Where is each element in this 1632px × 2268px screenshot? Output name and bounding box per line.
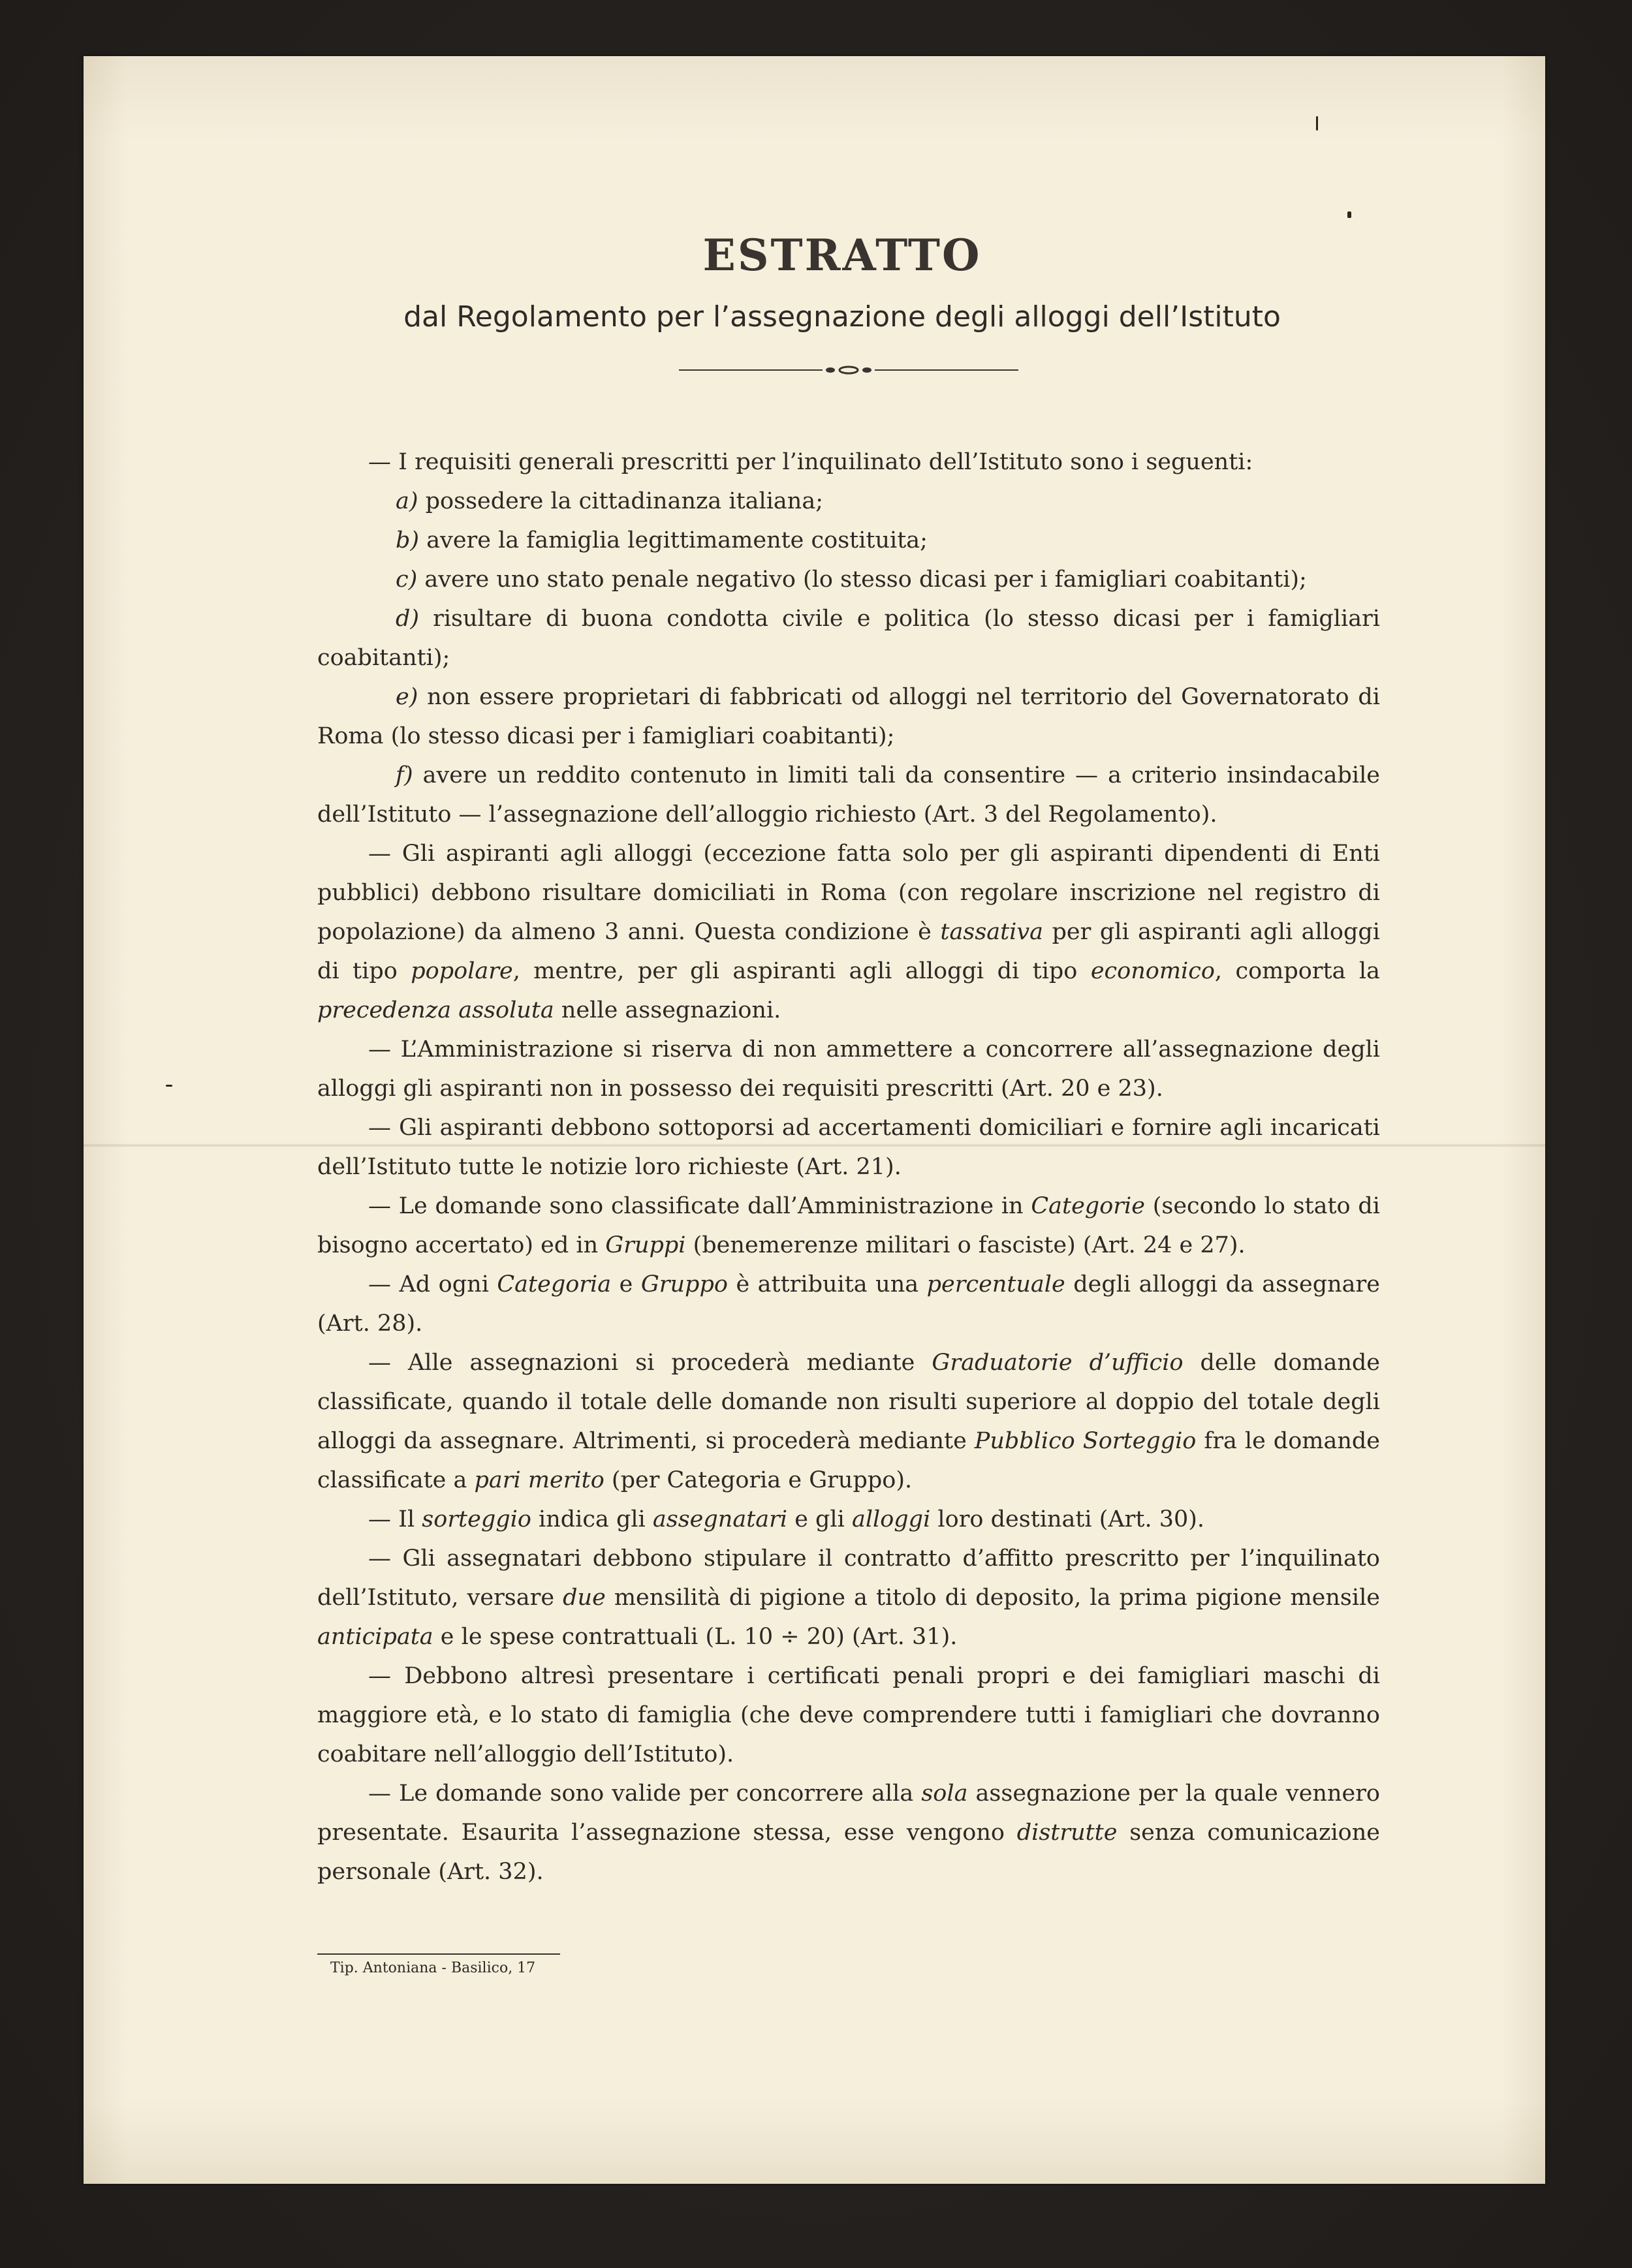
italic-text: economico — [1090, 958, 1215, 984]
text-run: per gli aspiranti agli alloggi di tipo — [317, 919, 1380, 984]
paragraph — [317, 1656, 1380, 1774]
text-run: senza comunicazione personale (Art. 32). — [317, 1820, 1380, 1885]
printer-imprint: Tip. Antoniana - Basilico, 17 — [330, 1960, 536, 1976]
italic-text: sola — [921, 1780, 968, 1807]
paragraph — [317, 599, 1380, 677]
text-run: , mentre, per gli aspiranti agli alloggi di tipo — [512, 958, 1091, 984]
ink-speck — [1347, 211, 1351, 218]
italic-text: Graduatorie d’ufficio — [932, 1350, 1184, 1376]
italic-text: alloggi — [851, 1506, 931, 1532]
paragraph — [317, 560, 1380, 599]
italic-text: assegnatari — [652, 1506, 788, 1532]
text-run: — Alle assegnazioni si procederà mediante — [368, 1350, 932, 1376]
italic-text: Gruppi — [605, 1232, 686, 1258]
text-run: — Gli aspiranti agli alloggi (eccezione fatta solo per gli aspiranti dipendenti di Enti pubblici) debbono risultare domiciliati in Roma (con regolare inscrizione nel registro di popolazione) da almeno 3 anni. Questa condizione è — [317, 841, 1380, 945]
text-run: degli alloggi da assegnare (Art. 28). — [317, 1271, 1380, 1337]
paragraph — [317, 1030, 1380, 1108]
text-run: mensilità di pigione a titolo di deposito, la prima pigione mensile — [605, 1585, 1380, 1611]
italic-text: percentuale — [926, 1271, 1065, 1297]
text-run: assegnazione per la quale vennero presentate. Esaurita l’assegnazione stessa, esse vengono — [317, 1780, 1380, 1846]
paragraph — [317, 677, 1380, 756]
regulation-body — [317, 443, 1380, 1891]
text-run: — Debbono altresì presentare i certificati penali propri e dei famigliari maschi di maggiore età, e lo stato di famiglia (che deve comprendere tutti i famigliari che dovranno coabitare nell’alloggio dell’Istituto). — [317, 1663, 1380, 1767]
text-run: e — [611, 1271, 641, 1297]
text-run: indica gli — [531, 1506, 653, 1532]
text-run: avere uno stato penale negativo (lo stesso dicasi per i famigliari coabitanti); — [417, 567, 1307, 593]
italic-text: anticipata — [317, 1624, 433, 1650]
document-subtitle: dal Regolamento per l’assegnazione degli alloggi dell’Istituto — [403, 300, 1281, 334]
text-run: — L’Amministrazione si riserva di non ammettere a concorrere all’assegnazione degli alloggi gli aspiranti non in possesso dei requisiti prescritti (Art. 20 e 23). — [317, 1036, 1380, 1102]
paragraph — [317, 1774, 1380, 1891]
italic-text: tassativa — [940, 919, 1043, 945]
text-run: , comporta la — [1214, 958, 1380, 984]
italic-text: Categoria — [497, 1271, 612, 1297]
paragraph — [317, 1108, 1380, 1187]
text-run: — Il — [368, 1506, 422, 1532]
paragraph — [317, 1500, 1380, 1539]
text-run: non essere proprietari di fabbricati od alloggi nel territorio del Governatorato di Roma (lo stesso dicasi per i famigliari coabitanti); — [317, 684, 1380, 749]
italic-text: Gruppo — [640, 1271, 728, 1297]
text-run: avere la famiglia legittimamente costituita; — [419, 527, 928, 553]
paragraph — [317, 756, 1380, 834]
italic-text: e) — [396, 684, 418, 710]
document-title: ESTRATTO — [702, 230, 982, 281]
ink-speck — [166, 1085, 172, 1087]
text-run: avere un reddito contenuto in limiti tali da consentire — a criterio insindacabile dell’Istituto — l’assegnazione dell’alloggio richiesto (Art. 3 del Regolamento). — [317, 762, 1380, 828]
text-run: (per Categoria e Gruppo). — [604, 1467, 913, 1493]
text-run: — I requisiti generali prescritti per l’inquilinato dell’Istituto sono i seguenti: — [368, 449, 1253, 475]
italic-text: precedenza assoluta — [317, 997, 554, 1023]
italic-text: a) — [396, 488, 418, 514]
text-run: delle domande classificate, quando il totale delle domande non risulti superiore al doppio del totale degli alloggi da assegnare. Altrimenti, si procederà mediante — [317, 1350, 1380, 1454]
italic-text: b) — [396, 527, 420, 553]
italic-text: sorteggio — [422, 1506, 531, 1532]
paragraph — [317, 1265, 1380, 1343]
ornament-divider-icon — [679, 360, 1018, 380]
paragraph — [317, 1187, 1380, 1265]
text-run: — Gli assegnatari debbono stipulare il contratto d’affitto prescritto per l’inquilinato dell’Istituto, versare — [317, 1546, 1380, 1611]
italic-text: c) — [396, 567, 418, 593]
text-run: — Le domande sono classificate dall’Amministrazione in — [368, 1193, 1031, 1219]
paragraph — [317, 521, 1380, 560]
italic-text: distrutte — [1016, 1820, 1118, 1846]
italic-text: Pubblico Sorteggio — [974, 1428, 1197, 1454]
paragraph — [317, 443, 1380, 482]
text-run: fra le domande classificate a — [317, 1428, 1380, 1493]
text-run: risultare di buona condotta civile e politica (lo stesso dicasi per i famigliari coabitanti); — [317, 606, 1380, 671]
italic-text: popolare — [411, 958, 513, 984]
text-run: possedere la cittadinanza italiana; — [418, 488, 823, 514]
italic-text: due — [563, 1585, 606, 1611]
italic-text: d) — [396, 606, 420, 632]
text-run: loro destinati (Art. 30). — [930, 1506, 1205, 1532]
text-run: e gli — [787, 1506, 852, 1532]
text-run: è attribuita una — [727, 1271, 927, 1297]
paragraph — [317, 482, 1380, 521]
text-run: — Ad ogni — [368, 1271, 497, 1297]
italic-text: f) — [396, 762, 413, 788]
text-run: — Gli aspiranti debbono sottoporsi ad accertamenti domiciliari e fornire agli incaricati dell’Istituto tutte le notizie loro richieste (Art. 21). — [317, 1115, 1380, 1180]
text-run: nelle assegnazioni. — [554, 997, 781, 1023]
italic-text: pari merito — [474, 1467, 604, 1493]
italic-text: Categorie — [1031, 1193, 1145, 1219]
ink-speck — [1316, 116, 1318, 131]
paragraph — [317, 834, 1380, 1030]
paragraph — [317, 1343, 1380, 1500]
paragraph — [317, 1539, 1380, 1656]
text-run: (benemerenze militari o fasciste) (Art. 24 e 27). — [685, 1232, 1246, 1258]
footer-rule — [317, 1953, 560, 1955]
text-run: — Le domande sono valide per concorrere alla — [368, 1780, 922, 1807]
text-run: e le spese contrattuali (L. 10 ÷ 20) (Art. 31). — [433, 1624, 958, 1650]
text-run: (secondo lo stato di bisogno accertato) ed in — [317, 1193, 1380, 1258]
